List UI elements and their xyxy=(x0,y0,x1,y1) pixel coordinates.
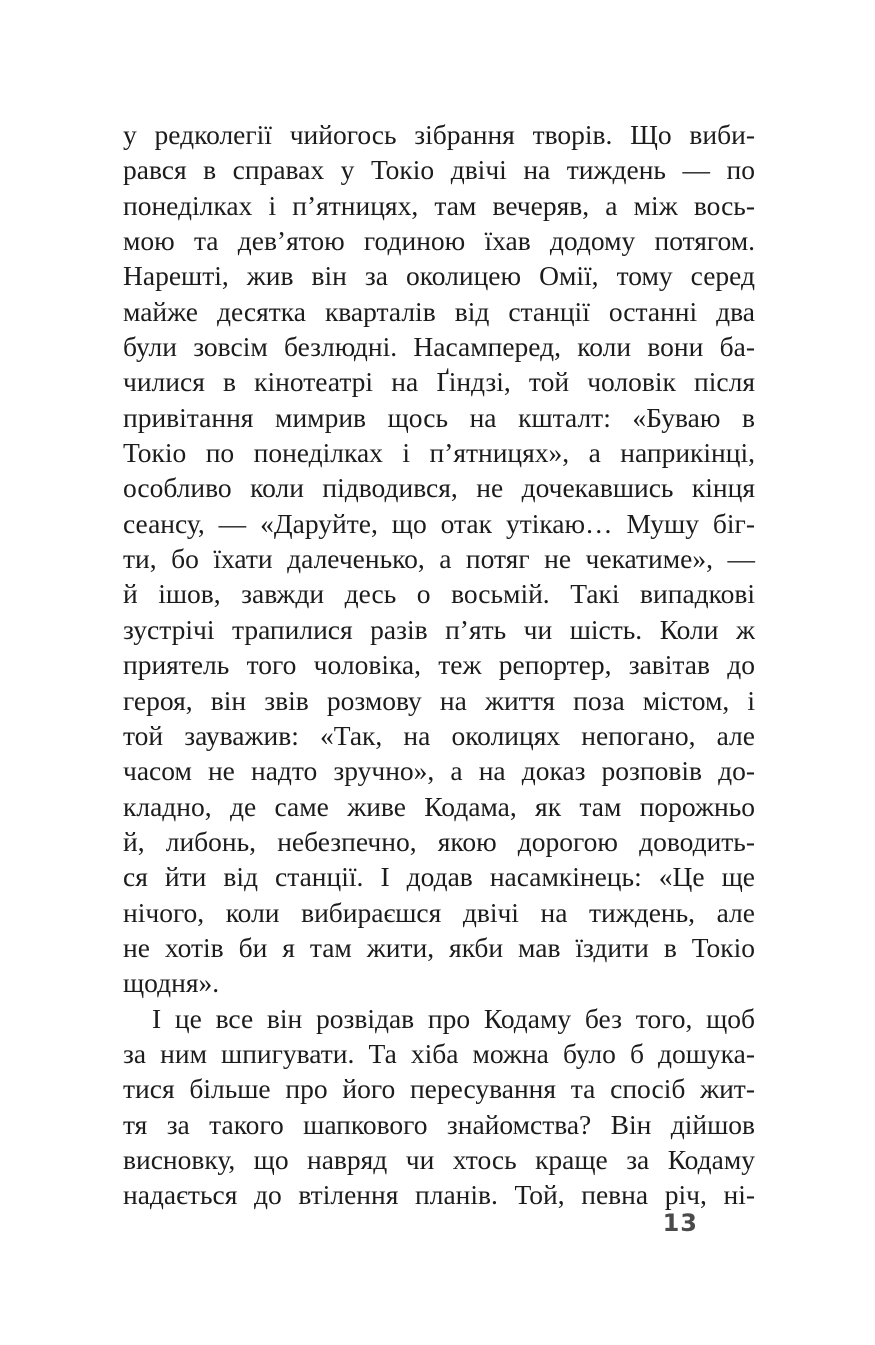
text-line: Токіо по понеділках і п’ятницях», а наприкінці, xyxy=(123,437,755,469)
text-line: висновку, що навряд чи хтось краще за Кодаму xyxy=(123,1143,755,1175)
text-line: кладно, де саме живе Кодама, як там порожньо xyxy=(123,790,755,822)
text-line: сеансу, — «Даруйте, що отак утікаю… Мушу біг- xyxy=(123,507,755,539)
text-line: часом не надто зручно», а на доказ розповів до- xyxy=(123,755,755,787)
body-text xyxy=(123,117,755,1213)
text-line: нічого, коли вибираєшся двічі на тиждень, але xyxy=(123,896,755,928)
text-line: І це все він розвідав про Кодаму без того, щоб xyxy=(152,1002,755,1034)
text-line: за ним шпигувати. Та хіба можна було б дошука- xyxy=(123,1037,755,1069)
text-line: й ішов, завжди десь о восьмій. Такі випадкові xyxy=(123,578,755,610)
text-line: той зауважив: «Так, на околицях непогано, але xyxy=(123,719,755,751)
text-line: рався в справах у Токіо двічі на тиждень — по xyxy=(123,154,755,186)
text-line: не хотів би я там жити, якби мав їздити в Токіо xyxy=(123,931,755,963)
text-line: надається до втілення планів. Той, певна річ, ні- xyxy=(123,1179,755,1211)
text-line: привітання мимрив щось на кшталт: «Буваю в xyxy=(123,401,755,433)
text-line: зустрічі трапилися разів п’ять чи шість. Коли ж xyxy=(123,613,755,645)
text-line: тя за такого шапкового знайомства? Він дійшов xyxy=(123,1108,755,1140)
text-line: понеділках і п’ятницях, там вечеряв, а між вось- xyxy=(123,189,755,221)
text-line: чилися в кінотеатрі на Ґіндзі, той чоловік після xyxy=(123,366,755,398)
text-line: тися більше про його пересування та спосіб жит- xyxy=(123,1073,755,1105)
page-number: 13 xyxy=(662,1209,698,1237)
text-line: у редколегії чийогось зібрання творів. Що виби- xyxy=(123,119,755,150)
text-line: мою та дев’ятою годиною їхав додому потягом. xyxy=(123,225,755,257)
text-line: майже десятка кварталів від станції останні два xyxy=(123,295,755,327)
text-line: героя, він звів розмову на життя поза містом, і xyxy=(123,684,755,716)
text-line: ти, бо їхати далеченько, а потяг не чекатиме», — xyxy=(123,543,755,575)
text-line: й, либонь, небезпечно, якою дорогою доводить- xyxy=(123,825,755,857)
text-line: ся йти від станції. І додав насамкінець: «Це ще xyxy=(123,861,755,893)
text-line: були зовсім безлюдні. Насамперед, коли вони ба- xyxy=(123,331,755,363)
text-line: Нарешті, жив він за околицею Омії, тому серед xyxy=(123,260,755,292)
text-line: щодня». xyxy=(123,967,220,999)
text-line: приятель того чоловіка, теж репортер, завітав до xyxy=(123,649,755,681)
text-line: особливо коли підводився, не дочекавшись кінця xyxy=(123,472,755,504)
